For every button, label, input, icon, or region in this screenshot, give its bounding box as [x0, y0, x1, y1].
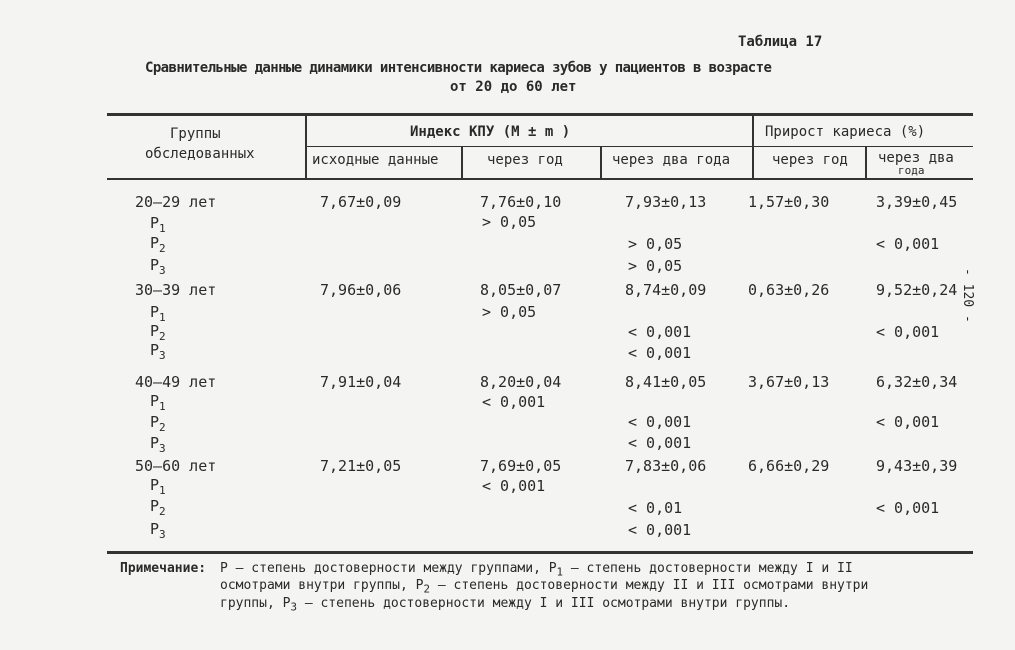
row-group: 20–29 лет [135, 193, 217, 211]
p2-label: $P_2$ [150, 322, 166, 343]
row-group: 30–39 лет [135, 281, 217, 299]
p1-label: $P_1$ [150, 476, 166, 497]
p3-label: $P_3$ [150, 341, 166, 362]
cell-growth-year: 6,66±0,29 [748, 457, 830, 475]
header-growth-two-2: года [898, 164, 925, 177]
p2-two-years: > 0,05 [628, 235, 683, 253]
table-label: Таблица 17 [738, 34, 823, 50]
index-underline [305, 146, 973, 147]
top-rule [107, 113, 973, 116]
row-group: 50–60 лет [135, 457, 217, 475]
note-line-2: осмотрами внутри группы, $P_2$ – степень достоверности между II и III осмотрами внутри [220, 578, 869, 596]
cell-growth-two: 3,39±0,45 [876, 193, 958, 211]
note-label: Примечание: [120, 561, 207, 576]
cell-year: 8,05±0,07 [480, 281, 562, 299]
cell-initial: 7,96±0,06 [320, 281, 402, 299]
cell-two-years: 7,93±0,13 [625, 193, 707, 211]
p2-label: $P_2$ [150, 497, 166, 518]
col-sep-growth [752, 116, 754, 178]
note-line-1: P – степень достоверности между группами, $P_1$ – степень достоверности между I и II [220, 561, 853, 579]
p1-year: < 0,001 [482, 393, 546, 411]
row-group: 40–49 лет [135, 373, 217, 391]
p2-growth-two: < 0,001 [876, 323, 940, 341]
p2-label: $P_2$ [150, 413, 166, 434]
p1-year: < 0,001 [482, 477, 546, 495]
p3-label: $P_3$ [150, 256, 166, 277]
p2-growth-two: < 0,001 [876, 413, 940, 431]
header-year: через год [487, 152, 563, 168]
header-groups: Группы [170, 126, 221, 142]
cell-two-years: 8,41±0,05 [625, 373, 707, 391]
header-growth-two: через два [878, 150, 954, 166]
col-sep-year [600, 147, 602, 178]
cell-growth-two: 9,52±0,24 [876, 281, 958, 299]
p3-two-years: < 0,001 [628, 521, 692, 539]
p1-label: $P_1$ [150, 303, 166, 324]
header-initial: исходные данные [312, 152, 439, 168]
cell-year: 8,20±0,04 [480, 373, 562, 391]
header-index: Индекс КПУ (М ± m ) [410, 124, 571, 140]
col-sep-initial [461, 147, 463, 178]
p2-two-years: < 0,001 [628, 323, 692, 341]
cell-growth-two: 6,32±0,34 [876, 373, 958, 391]
p3-label: $P_3$ [150, 520, 166, 541]
header-growth-year: через год [772, 152, 848, 168]
p2-label: $P_2$ [150, 234, 166, 255]
table-title-line2: от 20 до 60 лет [450, 79, 577, 95]
cell-initial: 7,91±0,04 [320, 373, 402, 391]
p2-growth-two: < 0,001 [876, 499, 940, 517]
col-sep-groups [305, 116, 307, 178]
cell-initial: 7,67±0,09 [320, 193, 402, 211]
p1-year: > 0,05 [482, 303, 537, 321]
p2-two-years: < 0,001 [628, 413, 692, 431]
header-bottom-rule [107, 178, 973, 180]
p1-year: > 0,05 [482, 213, 537, 231]
header-groups-2: обследованных [145, 146, 255, 162]
cell-growth-year: 0,63±0,26 [748, 281, 830, 299]
note-line-3: группы, $P_3$ – степень достоверности между I и III осмотрами внутри группы. [220, 596, 791, 614]
cell-growth-year: 3,67±0,13 [748, 373, 830, 391]
page-number: - 120 - [960, 268, 975, 323]
p3-two-years: < 0,001 [628, 434, 692, 452]
p1-label: $P_1$ [150, 392, 166, 413]
cell-two-years: 8,74±0,09 [625, 281, 707, 299]
p1-label: $P_1$ [150, 214, 166, 235]
cell-year: 7,76±0,10 [480, 193, 562, 211]
cell-growth-year: 1,57±0,30 [748, 193, 830, 211]
p3-label: $P_3$ [150, 434, 166, 455]
cell-two-years: 7,83±0,06 [625, 457, 707, 475]
cell-year: 7,69±0,05 [480, 457, 562, 475]
header-growth: Прирост кариеса (%) [765, 124, 926, 140]
p2-two-years: < 0,01 [628, 499, 683, 517]
p3-two-years: > 0,05 [628, 257, 683, 275]
col-sep-growth-year [865, 147, 867, 178]
header-two-years: через два года [612, 152, 731, 168]
cell-initial: 7,21±0,05 [320, 457, 402, 475]
cell-growth-two: 9,43±0,39 [876, 457, 958, 475]
bottom-rule [107, 551, 973, 554]
p2-growth-two: < 0,001 [876, 235, 940, 253]
p3-two-years: < 0,001 [628, 344, 692, 362]
table-title: Сравнительные данные динамики интенсивности кариеса зубов у пациентов в возрасте [145, 60, 772, 76]
